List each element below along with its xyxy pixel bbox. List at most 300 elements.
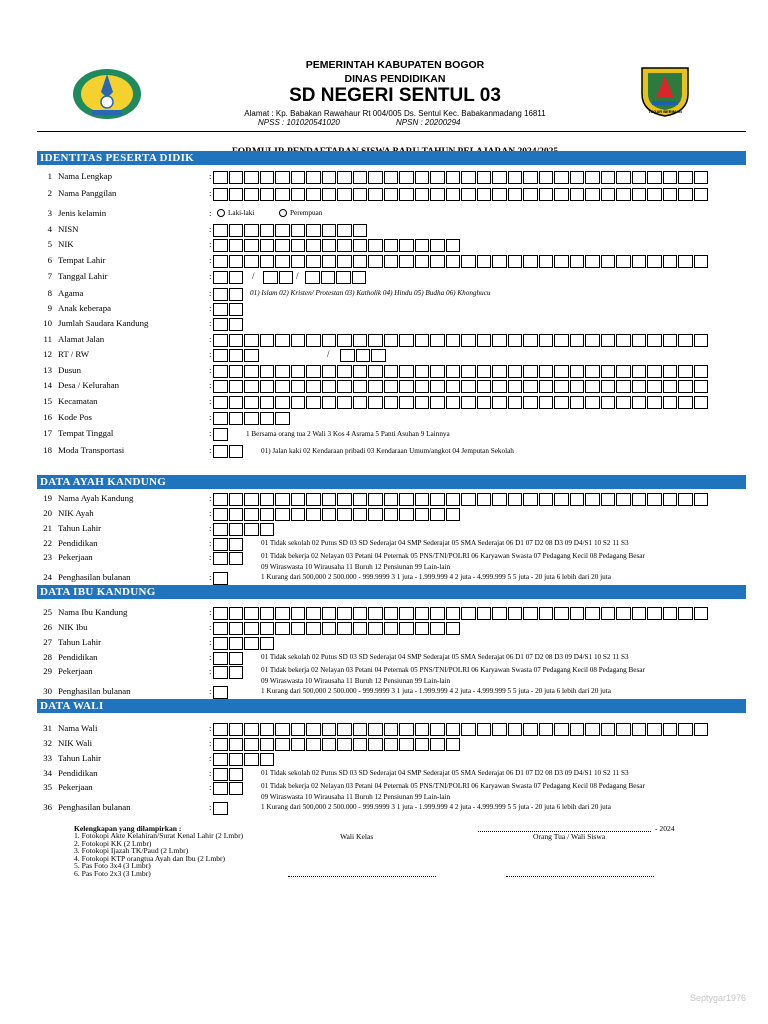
input-box[interactable] [275, 412, 290, 425]
input-box[interactable] [616, 396, 631, 409]
input-box[interactable] [399, 255, 414, 268]
input-box[interactable] [554, 380, 569, 393]
input-box[interactable] [244, 607, 259, 620]
input-box[interactable] [291, 334, 306, 347]
input-box[interactable] [647, 255, 662, 268]
input-box[interactable] [229, 318, 244, 331]
input-box[interactable] [322, 607, 337, 620]
input-box[interactable] [585, 723, 600, 736]
input-box[interactable] [306, 396, 321, 409]
input-box[interactable] [430, 508, 445, 521]
input-box[interactable] [337, 188, 352, 201]
input-box[interactable] [229, 508, 244, 521]
input-box[interactable] [260, 239, 275, 252]
input-box[interactable] [368, 188, 383, 201]
input-box[interactable] [229, 188, 244, 201]
input-box[interactable] [384, 171, 399, 184]
input-box[interactable] [585, 396, 600, 409]
input-box[interactable] [430, 607, 445, 620]
input-box[interactable] [663, 493, 678, 506]
input-box[interactable] [337, 380, 352, 393]
input-box[interactable] [632, 380, 647, 393]
input-box[interactable] [291, 508, 306, 521]
input-box[interactable] [570, 396, 585, 409]
input-box[interactable] [353, 224, 368, 237]
input-box[interactable] [399, 622, 414, 635]
input-box[interactable] [446, 365, 461, 378]
input-box[interactable] [353, 365, 368, 378]
input-box[interactable] [616, 607, 631, 620]
input-box[interactable] [663, 334, 678, 347]
input-box[interactable] [322, 508, 337, 521]
input-box[interactable] [678, 365, 693, 378]
input-box[interactable] [399, 723, 414, 736]
input-box[interactable] [601, 255, 616, 268]
input-box[interactable] [399, 188, 414, 201]
input-box[interactable] [213, 538, 228, 551]
input-box[interactable] [616, 723, 631, 736]
input-box[interactable] [340, 349, 355, 362]
input-box[interactable] [539, 493, 554, 506]
input-box[interactable] [399, 607, 414, 620]
input-box[interactable] [229, 445, 244, 458]
input-box[interactable] [663, 380, 678, 393]
input-box[interactable] [244, 622, 259, 635]
input-box[interactable] [678, 255, 693, 268]
input-box[interactable] [647, 607, 662, 620]
input-box[interactable] [415, 493, 430, 506]
input-box[interactable] [647, 380, 662, 393]
input-box[interactable] [244, 637, 259, 650]
input-box[interactable] [523, 380, 538, 393]
input-box[interactable] [539, 188, 554, 201]
input-box[interactable] [430, 334, 445, 347]
input-box[interactable] [244, 380, 259, 393]
input-box[interactable] [213, 188, 228, 201]
input-box[interactable] [663, 255, 678, 268]
input-box[interactable] [244, 508, 259, 521]
input-box[interactable] [570, 493, 585, 506]
input-box[interactable] [399, 738, 414, 751]
input-box[interactable] [260, 753, 275, 766]
radio-female[interactable] [279, 209, 287, 217]
input-box[interactable] [508, 334, 523, 347]
input-box[interactable] [353, 508, 368, 521]
input-box[interactable] [291, 224, 306, 237]
input-box[interactable] [415, 738, 430, 751]
input-box[interactable] [213, 508, 228, 521]
input-box[interactable] [337, 255, 352, 268]
input-box[interactable] [213, 288, 228, 301]
input-box[interactable] [461, 493, 476, 506]
input-box[interactable] [306, 171, 321, 184]
input-box[interactable] [229, 538, 244, 551]
input-box[interactable] [368, 255, 383, 268]
input-box[interactable] [275, 224, 290, 237]
input-box[interactable] [663, 723, 678, 736]
input-box[interactable] [291, 622, 306, 635]
input-box[interactable] [213, 666, 228, 679]
input-box[interactable] [260, 508, 275, 521]
input-box[interactable] [368, 493, 383, 506]
gender-male-option[interactable] [217, 209, 254, 217]
input-box[interactable] [415, 188, 430, 201]
input-box[interactable] [539, 723, 554, 736]
input-box[interactable] [647, 723, 662, 736]
input-box[interactable] [477, 171, 492, 184]
input-box[interactable] [213, 396, 228, 409]
input-box[interactable] [461, 188, 476, 201]
input-box[interactable] [477, 334, 492, 347]
input-box[interactable] [368, 380, 383, 393]
input-box[interactable] [430, 622, 445, 635]
input-box[interactable] [260, 255, 275, 268]
input-box[interactable] [678, 396, 693, 409]
input-box[interactable] [229, 365, 244, 378]
input-box[interactable] [585, 380, 600, 393]
input-box[interactable] [384, 508, 399, 521]
input-box[interactable] [291, 738, 306, 751]
input-box[interactable] [337, 738, 352, 751]
input-box[interactable] [337, 607, 352, 620]
input-box[interactable] [368, 239, 383, 252]
input-box[interactable] [322, 224, 337, 237]
input-box[interactable] [523, 334, 538, 347]
input-box[interactable] [291, 239, 306, 252]
input-box[interactable] [430, 493, 445, 506]
input-box[interactable] [570, 607, 585, 620]
input-box[interactable] [353, 723, 368, 736]
input-box[interactable] [508, 723, 523, 736]
input-box[interactable] [477, 188, 492, 201]
input-box[interactable] [322, 171, 337, 184]
input-box[interactable] [508, 188, 523, 201]
input-box[interactable] [694, 188, 709, 201]
input-box[interactable] [492, 380, 507, 393]
input-box[interactable] [477, 365, 492, 378]
input-box[interactable] [415, 723, 430, 736]
input-box[interactable] [213, 239, 228, 252]
input-box[interactable] [229, 255, 244, 268]
input-box[interactable] [260, 607, 275, 620]
input-box[interactable] [275, 723, 290, 736]
input-box[interactable] [291, 365, 306, 378]
input-box[interactable] [554, 723, 569, 736]
input-box[interactable] [570, 380, 585, 393]
input-box[interactable] [213, 171, 228, 184]
input-box[interactable] [353, 188, 368, 201]
input-box[interactable] [446, 255, 461, 268]
input-box[interactable] [322, 396, 337, 409]
input-box[interactable] [492, 334, 507, 347]
input-box[interactable] [539, 171, 554, 184]
input-box[interactable] [384, 493, 399, 506]
input-box[interactable] [306, 255, 321, 268]
input-box[interactable] [306, 508, 321, 521]
input-box[interactable] [260, 380, 275, 393]
input-box[interactable] [306, 188, 321, 201]
input-box[interactable] [616, 255, 631, 268]
input-box[interactable] [477, 493, 492, 506]
input-box[interactable] [213, 622, 228, 635]
input-box[interactable] [601, 365, 616, 378]
input-box[interactable] [399, 239, 414, 252]
input-box[interactable] [663, 188, 678, 201]
input-box[interactable] [229, 334, 244, 347]
input-box[interactable] [647, 188, 662, 201]
input-box[interactable] [554, 396, 569, 409]
input-box[interactable] [337, 396, 352, 409]
input-box[interactable] [260, 622, 275, 635]
input-box[interactable] [492, 171, 507, 184]
input-box[interactable] [632, 396, 647, 409]
input-box[interactable] [213, 753, 228, 766]
input-box[interactable] [306, 723, 321, 736]
input-box[interactable] [647, 334, 662, 347]
input-box[interactable] [213, 445, 228, 458]
input-box[interactable] [213, 334, 228, 347]
input-box[interactable] [539, 380, 554, 393]
input-box[interactable] [415, 396, 430, 409]
input-box[interactable] [368, 508, 383, 521]
input-box[interactable] [322, 188, 337, 201]
input-box[interactable] [213, 412, 228, 425]
input-box[interactable] [616, 365, 631, 378]
input-box[interactable] [399, 396, 414, 409]
input-box[interactable] [616, 493, 631, 506]
input-box[interactable] [384, 380, 399, 393]
input-box[interactable] [415, 607, 430, 620]
input-box[interactable] [244, 396, 259, 409]
input-box[interactable] [322, 239, 337, 252]
input-box[interactable] [539, 607, 554, 620]
input-box[interactable] [279, 271, 294, 284]
input-box[interactable] [322, 380, 337, 393]
input-box[interactable] [213, 349, 228, 362]
input-box[interactable] [322, 255, 337, 268]
input-box[interactable] [229, 666, 244, 679]
input-box[interactable] [305, 271, 320, 284]
input-box[interactable] [446, 607, 461, 620]
input-box[interactable] [322, 622, 337, 635]
input-box[interactable] [275, 607, 290, 620]
input-box[interactable] [353, 334, 368, 347]
input-box[interactable] [213, 380, 228, 393]
input-box[interactable] [570, 255, 585, 268]
input-box[interactable] [446, 188, 461, 201]
input-box[interactable] [554, 607, 569, 620]
input-box[interactable] [461, 607, 476, 620]
input-box[interactable] [353, 171, 368, 184]
input-box[interactable] [260, 412, 275, 425]
input-box[interactable] [678, 380, 693, 393]
input-box[interactable] [508, 380, 523, 393]
input-box[interactable] [678, 607, 693, 620]
input-box[interactable] [229, 380, 244, 393]
input-box[interactable] [384, 723, 399, 736]
input-box[interactable] [477, 396, 492, 409]
input-box[interactable] [353, 493, 368, 506]
input-box[interactable] [213, 271, 228, 284]
input-box[interactable] [508, 607, 523, 620]
input-box[interactable] [306, 365, 321, 378]
input-box[interactable] [244, 224, 259, 237]
input-box[interactable] [244, 188, 259, 201]
input-box[interactable] [492, 365, 507, 378]
input-box[interactable] [275, 493, 290, 506]
input-box[interactable] [229, 224, 244, 237]
input-box[interactable] [554, 255, 569, 268]
input-box[interactable] [384, 607, 399, 620]
input-box[interactable] [461, 255, 476, 268]
input-box[interactable] [322, 365, 337, 378]
input-box[interactable] [337, 365, 352, 378]
input-box[interactable] [430, 396, 445, 409]
input-box[interactable] [663, 396, 678, 409]
input-box[interactable] [306, 239, 321, 252]
input-box[interactable] [415, 622, 430, 635]
input-box[interactable] [384, 622, 399, 635]
input-box[interactable] [601, 171, 616, 184]
input-box[interactable] [229, 607, 244, 620]
input-box[interactable] [430, 723, 445, 736]
input-box[interactable] [353, 239, 368, 252]
input-box[interactable] [213, 738, 228, 751]
input-box[interactable] [430, 188, 445, 201]
input-box[interactable] [446, 334, 461, 347]
input-box[interactable] [291, 171, 306, 184]
input-box[interactable] [430, 255, 445, 268]
input-box[interactable] [337, 334, 352, 347]
input-box[interactable] [678, 334, 693, 347]
input-box[interactable] [306, 224, 321, 237]
input-box[interactable] [415, 380, 430, 393]
input-box[interactable] [647, 493, 662, 506]
input-box[interactable] [678, 723, 693, 736]
input-box[interactable] [399, 380, 414, 393]
input-box[interactable] [244, 334, 259, 347]
input-box[interactable] [477, 607, 492, 620]
input-box[interactable] [322, 738, 337, 751]
input-box[interactable] [523, 365, 538, 378]
input-box[interactable] [570, 723, 585, 736]
input-box[interactable] [585, 493, 600, 506]
input-box[interactable] [399, 493, 414, 506]
input-box[interactable] [601, 607, 616, 620]
radio-male[interactable] [217, 209, 225, 217]
input-box[interactable] [523, 255, 538, 268]
input-box[interactable] [461, 365, 476, 378]
input-box[interactable] [213, 572, 228, 585]
input-box[interactable] [461, 723, 476, 736]
input-box[interactable] [337, 171, 352, 184]
input-box[interactable] [353, 738, 368, 751]
input-box[interactable] [446, 493, 461, 506]
input-box[interactable] [585, 255, 600, 268]
input-box[interactable] [260, 396, 275, 409]
input-box[interactable] [585, 171, 600, 184]
input-box[interactable] [384, 255, 399, 268]
input-box[interactable] [322, 493, 337, 506]
input-box[interactable] [291, 255, 306, 268]
input-box[interactable] [275, 334, 290, 347]
input-box[interactable] [291, 188, 306, 201]
input-box[interactable] [399, 334, 414, 347]
input-box[interactable] [337, 723, 352, 736]
input-box[interactable] [368, 396, 383, 409]
input-box[interactable] [260, 171, 275, 184]
input-box[interactable] [616, 334, 631, 347]
input-box[interactable] [322, 723, 337, 736]
input-box[interactable] [632, 723, 647, 736]
input-box[interactable] [275, 380, 290, 393]
input-box[interactable] [229, 271, 244, 284]
input-box[interactable] [554, 493, 569, 506]
input-box[interactable] [632, 607, 647, 620]
input-box[interactable] [415, 171, 430, 184]
input-box[interactable] [275, 508, 290, 521]
input-box[interactable] [384, 365, 399, 378]
input-box[interactable] [492, 723, 507, 736]
input-box[interactable] [663, 171, 678, 184]
input-box[interactable] [229, 622, 244, 635]
input-box[interactable] [430, 239, 445, 252]
input-box[interactable] [616, 171, 631, 184]
input-box[interactable] [337, 508, 352, 521]
input-box[interactable] [229, 412, 244, 425]
input-box[interactable] [275, 738, 290, 751]
input-box[interactable] [291, 493, 306, 506]
input-box[interactable] [244, 753, 259, 766]
input-box[interactable] [430, 365, 445, 378]
input-box[interactable] [263, 271, 278, 284]
input-box[interactable] [492, 396, 507, 409]
input-box[interactable] [384, 396, 399, 409]
input-box[interactable] [229, 753, 244, 766]
input-box[interactable] [260, 637, 275, 650]
input-box[interactable] [616, 188, 631, 201]
input-box[interactable] [275, 171, 290, 184]
input-box[interactable] [678, 493, 693, 506]
input-box[interactable] [368, 171, 383, 184]
input-box[interactable] [368, 723, 383, 736]
input-box[interactable] [322, 334, 337, 347]
input-box[interactable] [291, 723, 306, 736]
input-box[interactable] [585, 607, 600, 620]
input-box[interactable] [585, 334, 600, 347]
gender-female-option[interactable] [279, 209, 322, 217]
input-box[interactable] [229, 396, 244, 409]
input-box[interactable] [213, 318, 228, 331]
input-box[interactable] [508, 365, 523, 378]
input-box[interactable] [399, 171, 414, 184]
input-box[interactable] [229, 493, 244, 506]
input-box[interactable] [632, 255, 647, 268]
input-box[interactable] [663, 607, 678, 620]
input-box[interactable] [213, 365, 228, 378]
input-box[interactable] [415, 365, 430, 378]
input-box[interactable] [384, 188, 399, 201]
input-box[interactable] [446, 380, 461, 393]
input-box[interactable] [508, 396, 523, 409]
input-box[interactable] [523, 188, 538, 201]
input-box[interactable] [554, 188, 569, 201]
input-box[interactable] [260, 523, 275, 536]
input-box[interactable] [430, 380, 445, 393]
input-box[interactable] [585, 365, 600, 378]
input-box[interactable] [539, 334, 554, 347]
input-box[interactable] [694, 396, 709, 409]
